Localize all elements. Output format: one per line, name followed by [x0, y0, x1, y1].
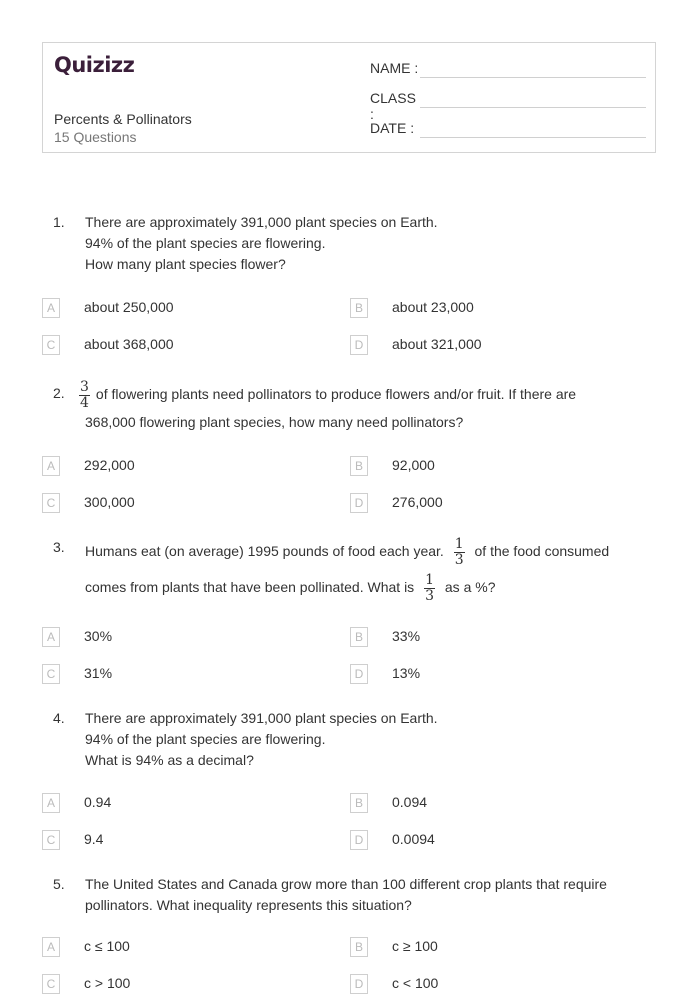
question-line: There are approximately 391,000 plant species on Earth.: [85, 710, 438, 726]
option-letter-box: D: [350, 493, 368, 513]
question-line: 94% of the plant species are flowering.: [85, 731, 326, 747]
question-number: 5.: [53, 876, 65, 892]
name-label: NAME :: [370, 60, 419, 76]
fraction-numerator: 1: [425, 571, 434, 588]
option-letter-box: D: [350, 664, 368, 684]
option-text: 33%: [392, 628, 421, 644]
question-number: 3.: [53, 539, 65, 555]
question-line-text: of the food consumed: [474, 543, 610, 559]
option-text: c ≤ 100: [84, 938, 130, 954]
option-letter-box: C: [42, 974, 60, 994]
question-line: [80, 374, 645, 414]
question-line: 368,000 flowering plant species, how many need pollinators?: [85, 414, 464, 430]
fraction: [454, 537, 465, 568]
class-field: [370, 90, 420, 122]
question-line-text: Humans eat (on average) 1995 pounds of food each year.: [85, 543, 444, 559]
option-text: 31%: [84, 665, 113, 681]
option-letter-box: C: [42, 335, 60, 355]
option-text: about 321,000: [392, 336, 482, 352]
option-text: c > 100: [84, 975, 131, 991]
option-letter-box: D: [350, 830, 368, 850]
question-text: [80, 374, 645, 433]
option-text: 9.4: [84, 831, 104, 847]
question-text: [85, 212, 645, 275]
class-line: [420, 107, 646, 108]
option-letter-box: C: [42, 664, 60, 684]
option-letter-box: B: [350, 298, 368, 318]
question-line: The United States and Canada grow more than 100 different crop plants that require: [85, 876, 607, 892]
question-count: 15 Questions: [54, 129, 137, 145]
question-line: How many plant species flower?: [85, 256, 286, 272]
option-text: 300,000: [84, 494, 135, 510]
option-letter-box: D: [350, 335, 368, 355]
fraction: [79, 380, 90, 411]
fraction: [424, 573, 435, 604]
question-line-text: as a %?: [444, 579, 496, 595]
question-text: [85, 708, 645, 771]
fraction-numerator: 1: [454, 535, 464, 552]
quizizz-logo: Quizizz: [54, 53, 135, 77]
question-number: 2.: [53, 385, 65, 401]
fraction-denominator: 4: [80, 394, 89, 411]
option-text: 0.0094: [392, 831, 435, 847]
option-letter-box: A: [42, 627, 60, 647]
option-letter-box: A: [42, 298, 60, 318]
option-letter-box: C: [42, 493, 60, 513]
date-field: [370, 120, 420, 136]
fraction-numerator: 3: [80, 378, 89, 395]
option-letter-box: B: [350, 937, 368, 957]
option-text: 92,000: [392, 457, 435, 473]
question-line-text: comes from plants that have been pollinated. What is: [85, 579, 415, 595]
option-letter-box: A: [42, 937, 60, 957]
fraction-denominator: 3: [454, 551, 464, 568]
question-number: 1.: [53, 214, 65, 230]
question-line: What is 94% as a decimal?: [85, 752, 254, 768]
date-label: DATE :: [370, 120, 415, 136]
option-letter-box: A: [42, 793, 60, 813]
name-field: [370, 60, 420, 76]
question-number: 4.: [53, 710, 65, 726]
question-line: [85, 531, 645, 571]
option-text: c ≥ 100: [392, 938, 438, 954]
option-text: 30%: [84, 628, 113, 644]
option-text: 276,000: [392, 494, 443, 510]
option-letter-box: D: [350, 974, 368, 994]
class-label: CLASS :: [370, 90, 416, 122]
option-text: c < 100: [392, 975, 439, 991]
option-letter-box: B: [350, 627, 368, 647]
question-text: [85, 874, 645, 916]
option-text: 0.094: [392, 794, 428, 810]
question-line: 94% of the plant species are flowering.: [85, 235, 326, 251]
option-text: 13%: [392, 665, 421, 681]
option-letter-box: A: [42, 456, 60, 476]
option-text: about 23,000: [392, 299, 474, 315]
option-text: about 368,000: [84, 336, 174, 352]
question-line: There are approximately 391,000 plant species on Earth.: [85, 214, 438, 230]
worksheet-title: Percents & Pollinators: [54, 111, 192, 127]
name-line: [420, 77, 646, 78]
date-line: [420, 137, 646, 138]
worksheet-header: [42, 42, 656, 153]
question-text: [85, 531, 645, 607]
option-text: 292,000: [84, 457, 135, 473]
question-line: [85, 567, 645, 607]
fraction-denominator: 3: [425, 587, 434, 604]
question-line-text: of flowering plants need pollinators to produce flowers and/or fruit. If there are: [95, 386, 577, 402]
option-letter-box: C: [42, 830, 60, 850]
option-text: 0.94: [84, 794, 112, 810]
option-text: about 250,000: [84, 299, 174, 315]
option-letter-box: B: [350, 793, 368, 813]
option-letter-box: B: [350, 456, 368, 476]
question-line: pollinators. What inequality represents this situation?: [85, 897, 412, 913]
